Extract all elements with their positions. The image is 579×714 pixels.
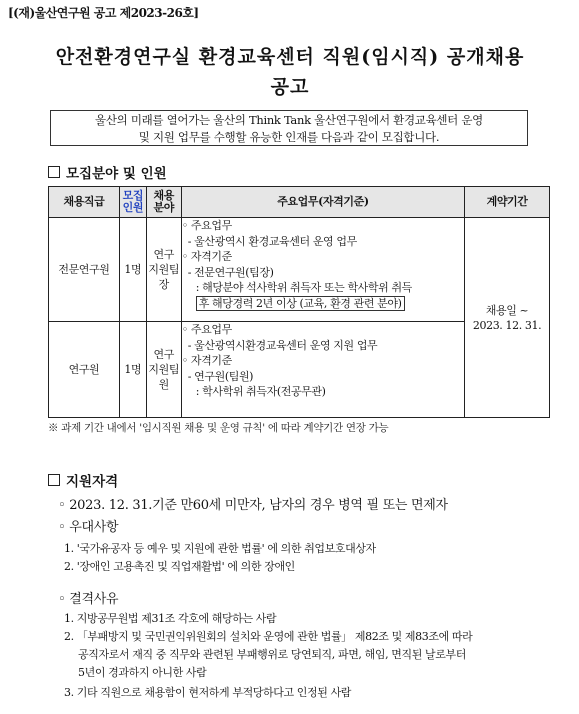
row2-duties: ◦ 주요업무 - 울산광역시환경교육센터 운영 지원 업무 ◦ 자격기준 - 연구원(팀원) : 학사학위 취득자(전공무관) <box>181 322 464 418</box>
section-eligibility-heading <box>48 470 118 490</box>
disqualification-item-2-line-1: 2. 「부패방지 및 국민권익위원회의 설치와 운영에 관한 법률」 제82조 및 제83조에 따라 <box>64 630 473 643</box>
section-eligibility-title: 지원자격 <box>66 474 119 490</box>
row1-duties: ◦ 주요업무 - 울산광역시 환경교육센터 운영 업무 ◦ 자격기준 - 전문연구원(팀장) : 해당분야 석사학위 취득자 또는 학사학위 취득 후 해당경력 2년 이상 (교육, 환경 관련 분야) <box>181 218 464 322</box>
section-recruitment-title: 모집분야 및 인원 <box>66 166 167 182</box>
section-recruitment-heading <box>48 162 167 182</box>
table-row <box>49 218 550 322</box>
table-header-row <box>49 187 550 218</box>
intro-line-2: 및 지원 업무를 수행할 유능한 인재를 다음과 같이 모집합니다. <box>138 130 440 144</box>
intro-line-1: 울산의 미래를 열어가는 울산의 Think Tank 울산연구원에서 환경교육센터 운영 <box>95 113 483 127</box>
row1-rank: 전문연구원 <box>49 218 120 322</box>
checkbox-square-icon <box>48 166 60 178</box>
disqualification-item-2-line-2: 공직자로서 재직 중 직무와 관련된 부패행위로 당연퇴직, 파면, 해임, 면직된 날로부터 <box>78 648 466 661</box>
disqualification-heading: ◦ 결격사유 <box>58 592 119 607</box>
header-field: 채용 분야 <box>146 187 181 218</box>
disqualification-item-1: 1. 지방공무원법 제31조 각호에 해당하는 사람 <box>64 612 277 625</box>
contract-period: 채용일 ~ 2023. 12. 31. <box>465 218 550 418</box>
title-line-2: 공고 <box>270 76 310 98</box>
header-count: 모집 인원 <box>119 187 146 218</box>
header-rank: 채용직급 <box>49 187 120 218</box>
title-line-1: 안전환경연구실 환경교육센터 직원(임시직) 공개채용 <box>55 46 525 68</box>
preference-item-2: 2. '장애인 고용촉진 및 직업재활법' 에 의한 장애인 <box>64 560 295 573</box>
row1-field: 연구 지원팀장 <box>146 218 181 322</box>
preference-heading: ◦ 우대사항 <box>58 520 119 535</box>
table-footnote: ※ 과제 기간 내에서 '임시직원 채용 및 운영 규칙' 에 따라 계약기간 연장 가능 <box>48 422 389 434</box>
disqualification-item-3: 3. 기타 직원으로 채용함이 현저하게 부적당하다고 인정된 사람 <box>64 686 352 699</box>
row2-rank: 연구원 <box>49 322 120 418</box>
notice-number: [(재)울산연구원 공고 제2023-26호] <box>8 6 199 20</box>
header-contract: 계약기간 <box>465 187 550 218</box>
eligibility-text: ◦ 2023. 12. 31.기준 만60세 미만자, 남자의 경우 병역 필 또는 면제자 <box>58 498 448 513</box>
checkbox-square-icon <box>48 474 60 486</box>
page-title <box>30 42 550 102</box>
preference-item-1: 1. '국가유공자 등 예우 및 지원에 관한 법률' 에 의한 취업보호대상자 <box>64 542 376 555</box>
row1-count: 1명 <box>119 218 146 322</box>
row2-count: 1명 <box>119 322 146 418</box>
row2-field: 연구 지원팀원 <box>146 322 181 418</box>
recruitment-table <box>48 186 550 418</box>
intro-box <box>50 110 528 146</box>
disqualification-item-2-line-3: 5년이 경과하지 아니한 사람 <box>78 666 207 679</box>
header-duties: 주요업무(자격기준) <box>181 187 464 218</box>
